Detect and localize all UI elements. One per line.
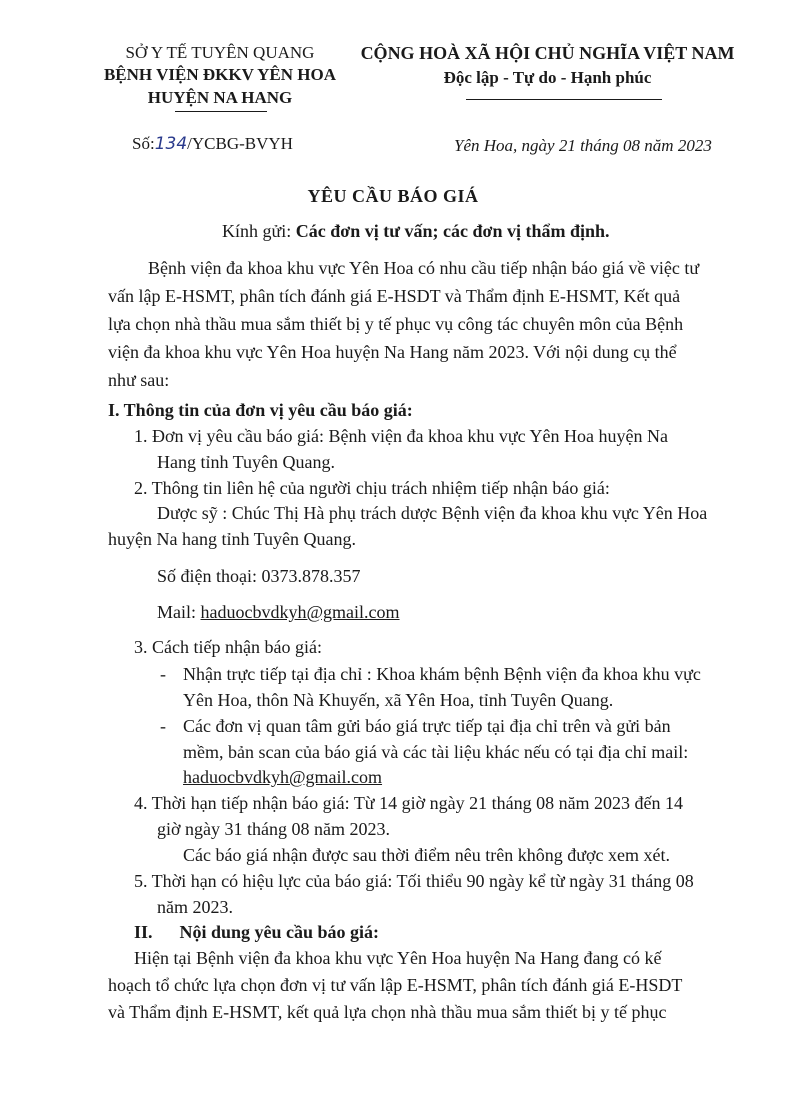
item-1-line-2: Hang tỉnh Tuyên Quang. xyxy=(157,452,336,472)
item-2: 2. Thông tin liên hệ của người chịu trách nhiệm tiếp nhận báo giá: xyxy=(134,478,610,498)
mail-link[interactable]: haduocbvdkyh@gmail.com xyxy=(200,602,400,622)
item-5-line-2: năm 2023. xyxy=(157,897,233,917)
section-1-heading: I. Thông tin của đơn vị yêu cầu báo giá: xyxy=(108,400,413,420)
item-3b-line-1: Các đơn vị quan tâm gửi báo giá trực tiếp tại địa chỉ trên và gửi bản xyxy=(183,716,671,736)
place-date: Yên Hoa, ngày 21 tháng 08 năm 2023 xyxy=(454,136,712,155)
contact-phone: Số điện thoại: 0373.878.357 xyxy=(157,566,361,586)
intro-line-2: vấn lập E-HSMT, phân tích đánh giá E-HSDT và Thẩm định E-HSMT, Kết quả xyxy=(108,286,681,306)
intro-line-1: Bệnh viện đa khoa khu vực Yên Hoa có nhu cầu tiếp nhận báo giá về việc tư xyxy=(148,258,700,278)
intro-line-3: lựa chọn nhà thầu mua sắm thiết bị y tế phục vụ công tác chuyên môn của Bệnh xyxy=(108,314,684,334)
section-2-heading: II. Nội dung yêu cầu báo giá: xyxy=(134,922,380,942)
item-3b-mail-link[interactable]: haduocbvdkyh@gmail.com xyxy=(183,767,383,787)
motto: Độc lập - Tự do - Hạnh phúc xyxy=(443,68,652,87)
number-prefix: Số: xyxy=(132,134,155,153)
department-name: SỞ Y TẾ TUYÊN QUANG xyxy=(125,43,315,62)
item-3a-line-2: Yên Hoa, thôn Nà Khuyến, xã Yên Hoa, tỉnh Tuyên Quang. xyxy=(183,690,614,710)
recipient-name: Các đơn vị tư vấn; các đơn vị thẩm định. xyxy=(295,221,610,241)
nation-title: CỘNG HOÀ XÃ HỘI CHỦ NGHĨA VIỆT NAM xyxy=(360,43,735,63)
document-title: YÊU CẦU BÁO GIÁ xyxy=(307,186,479,206)
recipient xyxy=(222,221,610,242)
header-left-rule xyxy=(175,111,267,112)
item-3b-bullet: - xyxy=(160,716,166,736)
document-number xyxy=(132,134,293,154)
section-2-line-1: Hiện tại Bệnh viện đa khoa khu vực Yên Hoa huyện Na Hang đang có kế xyxy=(134,948,662,968)
section-2-line-3: và Thẩm định E-HSMT, kết quả lựa chọn nhà thầu mua sắm thiết bị y tế phục xyxy=(108,1002,667,1022)
item-3a-bullet: - xyxy=(160,664,166,684)
intro-line-4: viện đa khoa khu vực Yên Hoa huyện Na Hang năm 2023. Với nội dung cụ thể xyxy=(108,342,677,362)
hospital-district: HUYỆN NA HANG xyxy=(147,88,293,107)
item-2-detail-line-2: huyện Na hang tỉnh Tuyên Quang. xyxy=(108,529,356,549)
item-4-line-2: giờ ngày 31 tháng 08 năm 2023. xyxy=(157,819,390,839)
mail-label: Mail: xyxy=(157,602,201,622)
item-1-line-1: 1. Đơn vị yêu cầu báo giá: Bệnh viện đa khoa khu vực Yên Hoa huyện Na xyxy=(134,426,668,446)
recipient-prefix: Kính gửi: xyxy=(222,221,296,241)
item-3b-line-2: mềm, bản scan của báo giá và các tài liệu khác nếu có tại địa chỉ mail: xyxy=(183,742,689,762)
item-2-detail-line-1: Dược sỹ : Chúc Thị Hà phụ trách dược Bệnh viện đa khoa khu vực Yên Hoa xyxy=(157,503,708,523)
intro-line-5: như sau: xyxy=(108,370,170,390)
header-right-rule xyxy=(466,99,662,100)
number-suffix: /YCBG-BVYH xyxy=(187,134,293,153)
item-3a-line-1: Nhận trực tiếp tại địa chỉ : Khoa khám bệnh Bệnh viện đa khoa khu vực xyxy=(183,664,701,684)
handwritten-number: 134 xyxy=(154,134,188,154)
item-5-line-1: 5. Thời hạn có hiệu lực của báo giá: Tối thiểu 90 ngày kể từ ngày 31 tháng 08 xyxy=(134,871,694,891)
section-2-line-2: hoạch tổ chức lựa chọn đơn vị tư vấn lập E-HSMT, phân tích đánh giá E-HSDT xyxy=(108,975,683,995)
item-3: 3. Cách tiếp nhận báo giá: xyxy=(134,637,322,657)
item-4-note: Các báo giá nhận được sau thời điểm nêu trên không được xem xét. xyxy=(183,845,670,865)
hospital-name: BỆNH VIỆN ĐKKV YÊN HOA xyxy=(103,65,337,84)
item-4-line-1: 4. Thời hạn tiếp nhận báo giá: Từ 14 giờ ngày 21 tháng 08 năm 2023 đến 14 xyxy=(134,793,684,813)
contact-mail xyxy=(157,602,400,623)
